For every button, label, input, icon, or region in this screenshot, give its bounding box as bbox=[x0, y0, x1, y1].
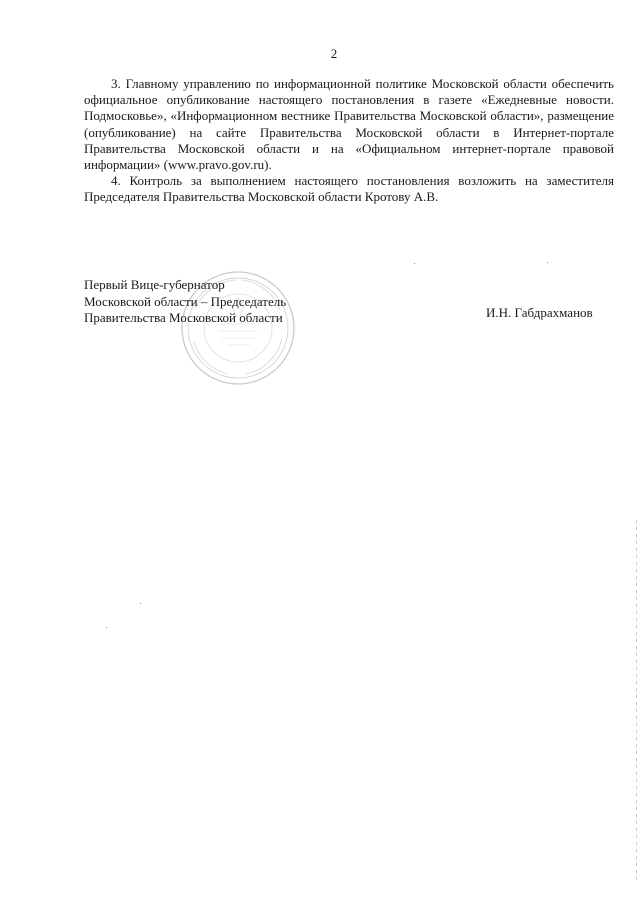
scan-speck bbox=[547, 262, 548, 263]
signer-name: И.Н. Габдрахманов bbox=[486, 305, 593, 320]
paragraph-3: 3. Главному управлению по информационной политике Московской области обеспечить официальное опубликование настоящего постановления в газете «Ежедневные новости. Подмосковье», «Информационном вестнике Правительства Московской области», размещение (опубликование) на сайте Правительства Московской области в Интернет-портале Правительства Московской области и на «Официальном интернет-портале правовой информации» (www.pravo.gov.ru). bbox=[84, 76, 614, 173]
document-body bbox=[84, 76, 614, 206]
scan-speck bbox=[106, 627, 107, 628]
signer-title-line-2: Московской области – Председатель bbox=[84, 293, 287, 309]
scan-speck bbox=[414, 263, 415, 264]
page-number: 2 bbox=[330, 46, 338, 61]
paragraph-4: 4. Контроль за выполнением настоящего постановления возложить на заместителя Председателя Правительства Московской области Кротову А.В. bbox=[84, 173, 614, 205]
scan-edge-artifact bbox=[636, 520, 637, 880]
scan-speck bbox=[140, 603, 141, 604]
signer-title-line-1: Первый Вице-губернатор bbox=[84, 277, 225, 292]
signer-title-line-3: Правительства Московской области bbox=[84, 310, 283, 325]
